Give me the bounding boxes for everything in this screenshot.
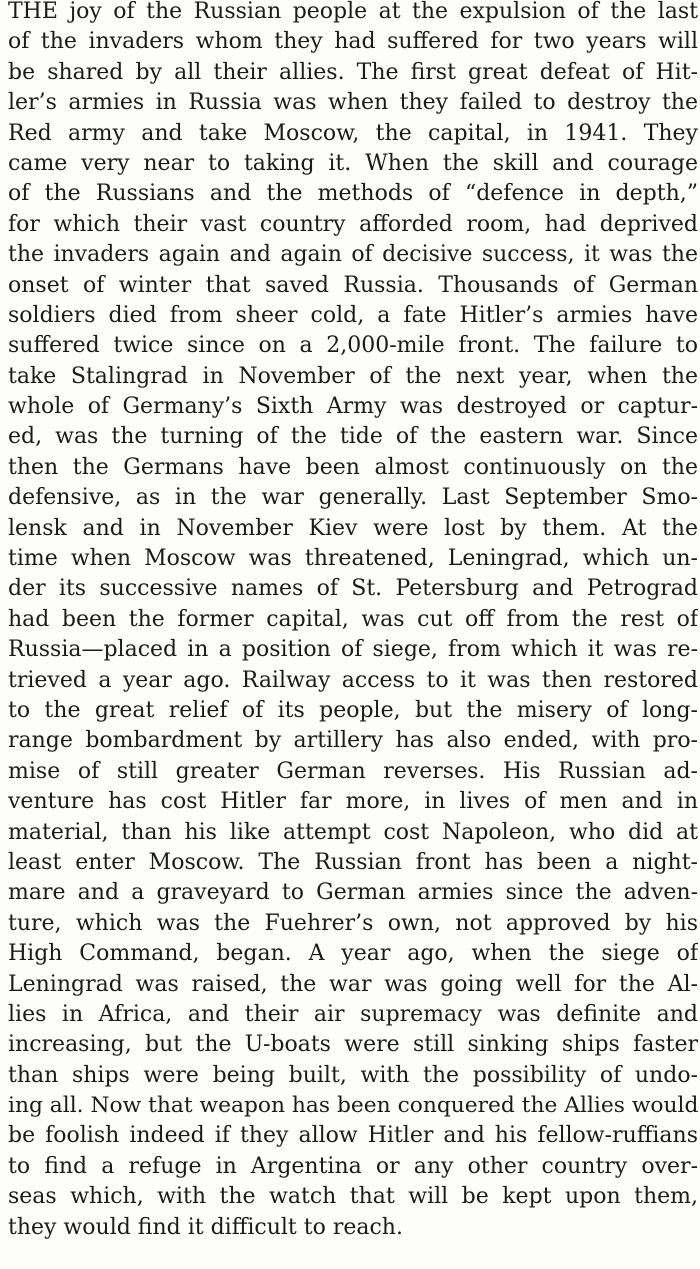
article-line: THE joy of the Russian people at the expulsion of the last bbox=[8, 0, 698, 24]
article-line: High Command, began. A year ago, when the siege of bbox=[8, 941, 698, 967]
article-line: lies in Africa, and their air supremacy was definite and bbox=[8, 1001, 698, 1027]
article-line: material, than his like attempt cost Napoleon, who did at bbox=[8, 819, 698, 845]
article-line: of the Russians and the methods of “defence in depth,” bbox=[8, 181, 698, 207]
article-line: der its successive names of St. Petersburg and Petrograd bbox=[8, 576, 698, 602]
article-line: to find a refuge in Argentina or any other country over- bbox=[8, 1153, 698, 1179]
article-line: ture, which was the Fuehrer’s own, not approved by his bbox=[8, 910, 698, 936]
article-line: ing all. Now that weapon has been conquered the Allies would bbox=[8, 1093, 698, 1119]
article-line: Russia—placed in a position of siege, from which it was re- bbox=[8, 637, 698, 663]
article-line: venture has cost Hitler far more, in lives of men and in bbox=[8, 789, 698, 815]
article-line: for which their vast country afforded room, had deprived bbox=[8, 211, 698, 237]
article-line: the invaders again and again of decisive success, it was the bbox=[8, 242, 698, 268]
article-line: take Stalingrad in November of the next year, when the bbox=[8, 363, 698, 389]
article-line: defensive, as in the war generally. Last September Smo- bbox=[8, 485, 698, 511]
article-line: range bombardment by artillery has also ended, with pro- bbox=[8, 728, 698, 754]
article-line: had been the former capital, was cut off from the rest of bbox=[8, 606, 698, 632]
article-line: time when Moscow was threatened, Leningrad, which un- bbox=[8, 546, 698, 572]
article-line: to the great relief of its people, but the misery of long- bbox=[8, 697, 698, 723]
article-line: be foolish indeed if they allow Hitler and his fellow-ruffians bbox=[8, 1123, 698, 1149]
article-line: lensk and in November Kiev were lost by them. At the bbox=[8, 515, 698, 541]
article-line: came very near to taking it. When the skill and courage bbox=[8, 150, 698, 176]
article-line: be shared by all their allies. The first great defeat of Hit- bbox=[8, 59, 698, 85]
article-line: Red army and take Moscow, the capital, in 1941. They bbox=[8, 120, 698, 146]
article-line: than ships were being built, with the possibility of undo- bbox=[8, 1062, 698, 1088]
article-line: suffered twice since on a 2,000-mile front. The failure to bbox=[8, 333, 698, 359]
article-line: ler’s armies in Russia was when they failed to destroy the bbox=[8, 90, 698, 116]
article-line: they would find it difficult to reach. bbox=[8, 1214, 403, 1240]
article-body bbox=[8, 0, 698, 1243]
article-line: mise of still greater German reverses. His Russian ad- bbox=[8, 758, 698, 784]
article-line: onset of winter that saved Russia. Thousands of German bbox=[8, 272, 698, 298]
article-line: ed, was the turning of the tide of the eastern war. Since bbox=[8, 424, 698, 450]
article-line: mare and a graveyard to German armies since the adven- bbox=[8, 880, 698, 906]
article-line: increasing, but the U-boats were still sinking ships faster bbox=[8, 1032, 698, 1058]
article-line: soldiers died from sheer cold, a fate Hitler’s armies have bbox=[8, 302, 698, 328]
article-line: of the invaders whom they had suffered for two years will bbox=[8, 29, 698, 55]
article-line: whole of Germany’s Sixth Army was destroyed or captur- bbox=[8, 394, 698, 420]
article-line: Leningrad was raised, the war was going well for the Al- bbox=[8, 971, 698, 997]
article-line: seas which, with the watch that will be kept upon them, bbox=[8, 1184, 698, 1210]
article-line: least enter Moscow. The Russian front has been a night- bbox=[8, 849, 698, 875]
article-line: then the Germans have been almost continuously on the bbox=[8, 454, 698, 480]
article-line: trieved a year ago. Railway access to it was then restored bbox=[8, 667, 698, 693]
